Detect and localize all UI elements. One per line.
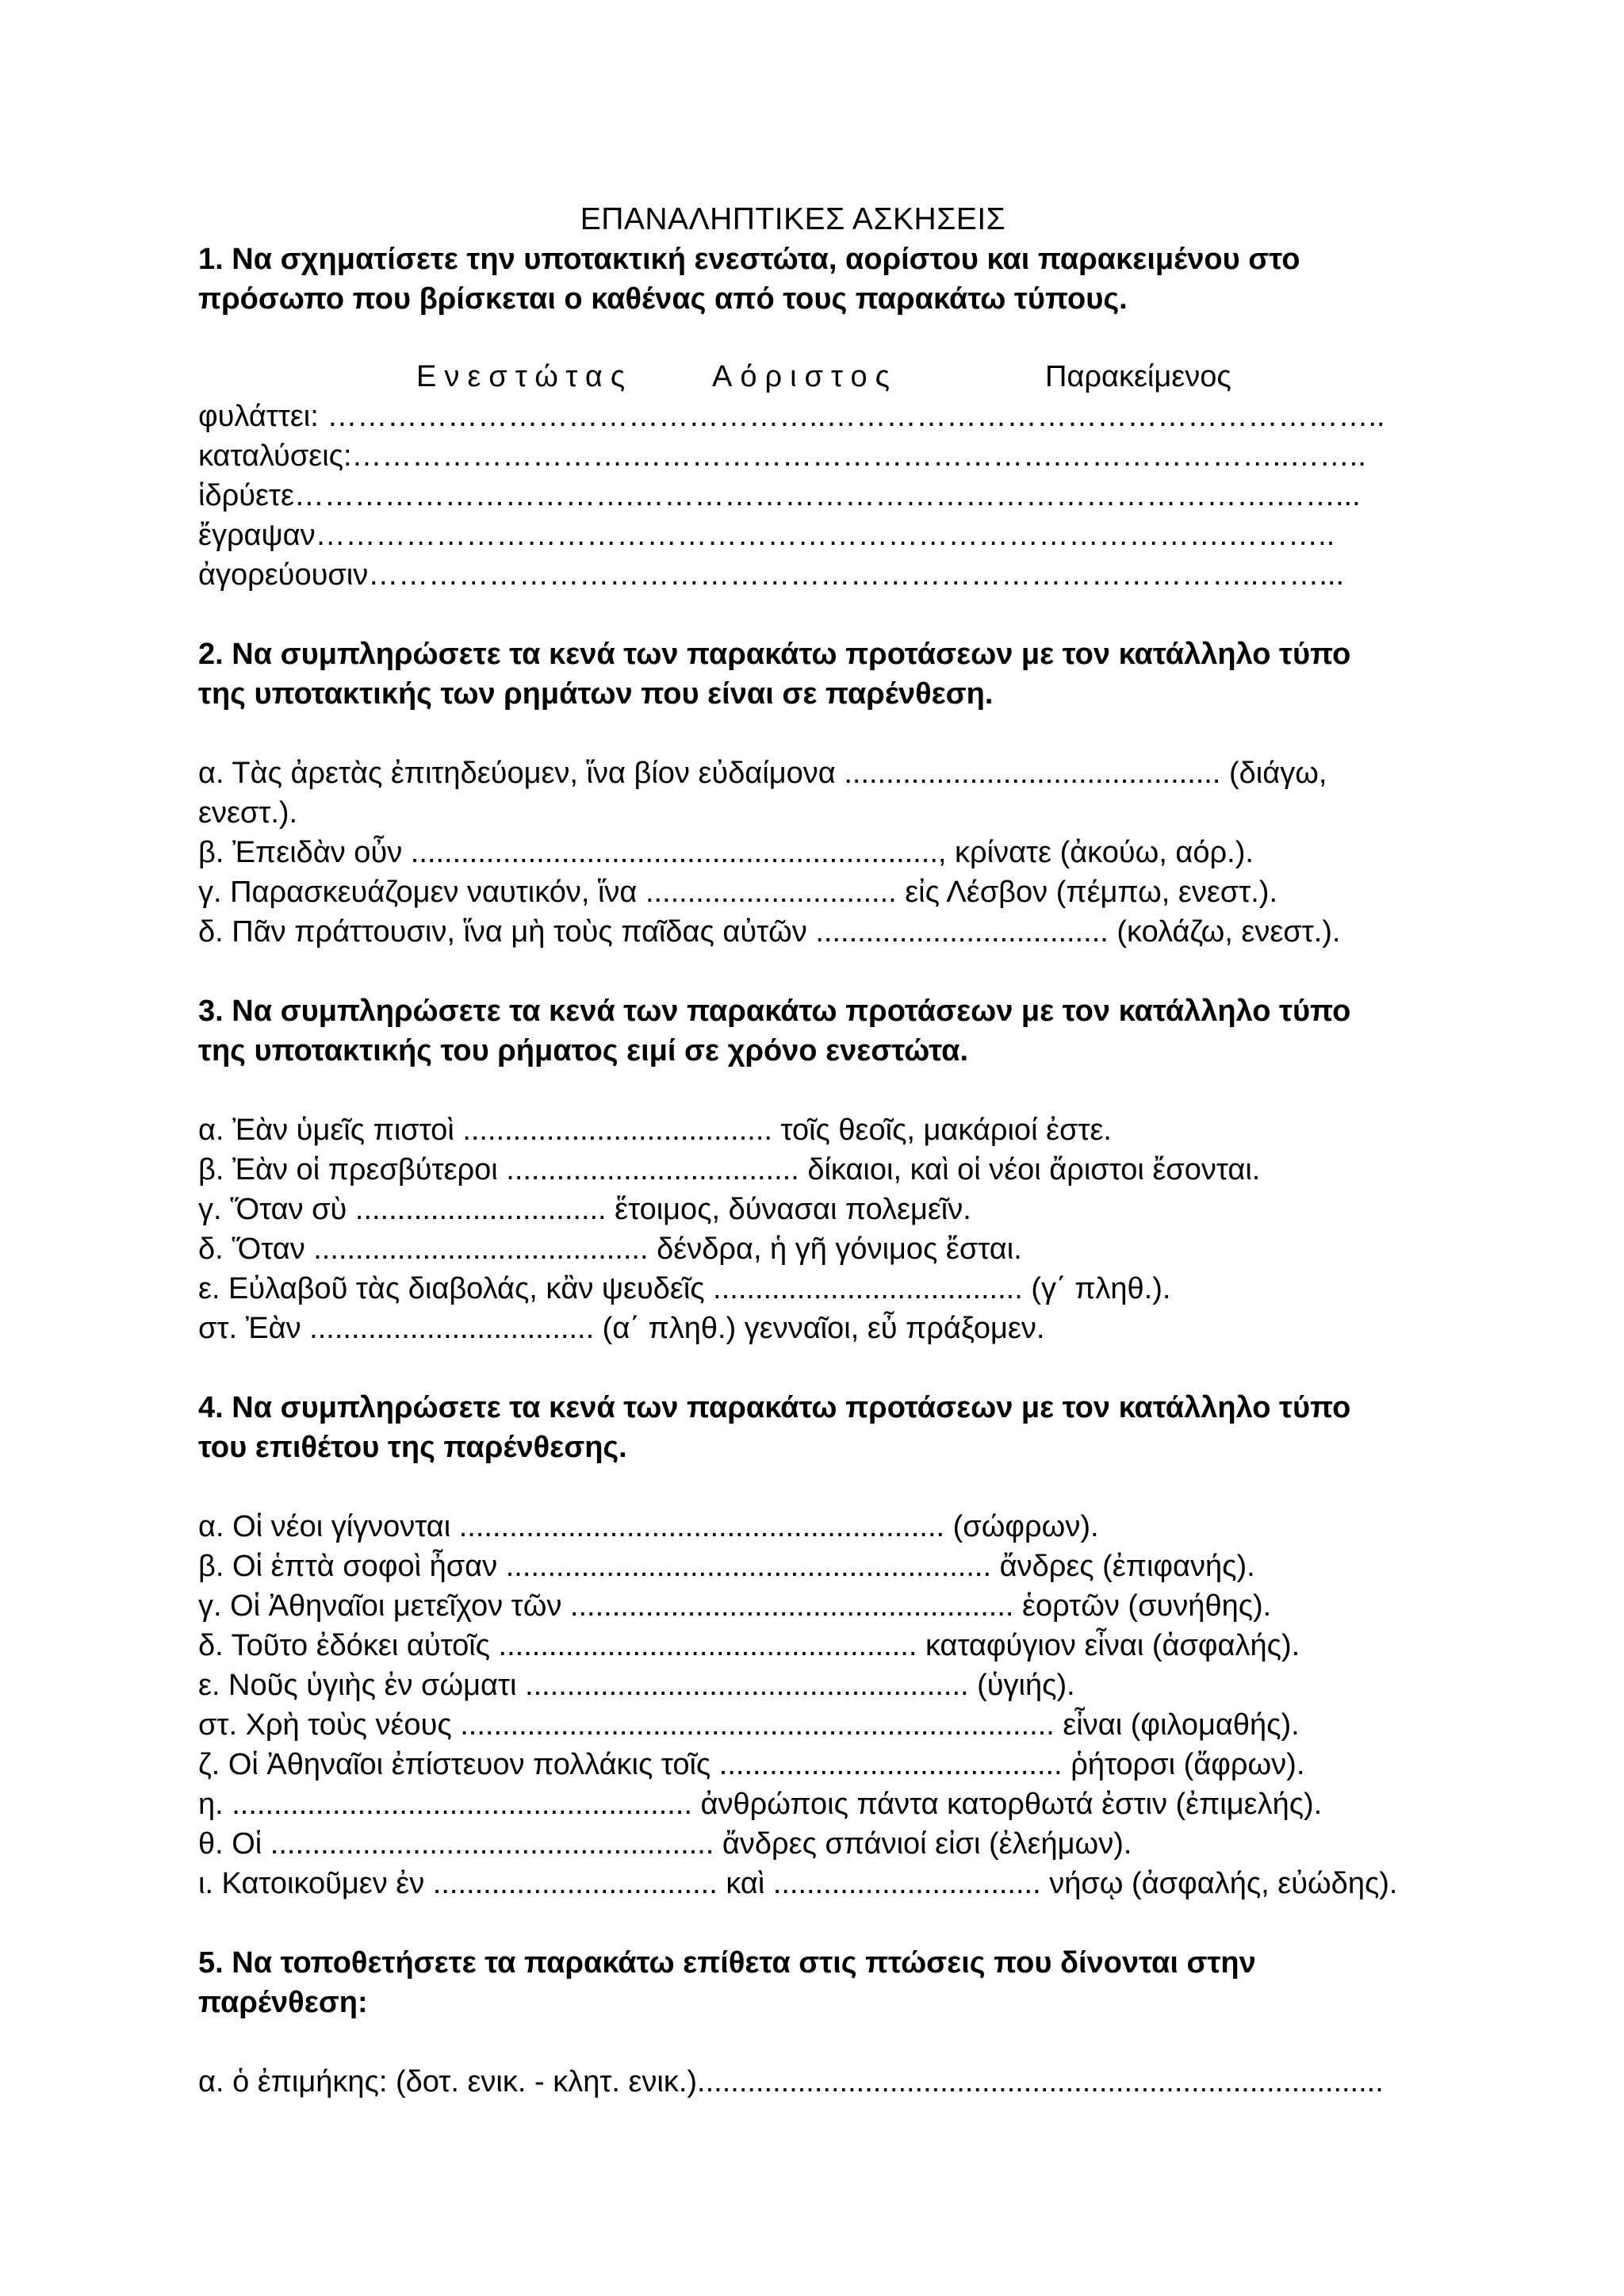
exercise-2-item-a-line-1: α. Τὰς ἀρετὰς ἐπιτηδεύομεν, ἵνα βίον εὐδαίμονα ............................................. (διάγω, — [198, 757, 1327, 790]
exercise-2-instruction-line-2: της υποτακτικής των ρημάτων που είναι σε παρένθεση. — [198, 677, 994, 711]
column-header-perfect: Παρακείμενος — [1045, 360, 1231, 393]
exercise-4-item: γ. Οἱ Ἀθηναῖοι μετεῖχον τῶν ..................................................... ἑορτῶν (συνήθης). — [198, 1589, 1272, 1623]
exercise-2-item-a-line-2: ενεστ.). — [198, 796, 298, 830]
exercise-1-row: ἔγραψαν……………………………………………………………………………….……….. — [198, 519, 1335, 552]
exercise-3-item: γ. Ὅταν σὺ .............................. ἕτοιμος, δύνασαι πολεμεῖν. — [198, 1193, 971, 1226]
exercise-3-item: δ. Ὅταν ........................................ δένδρα, ἡ γῆ γόνιμος ἔσται. — [198, 1232, 1022, 1266]
exercise-1-row: ἀγορεύουσιν……………………………………………………………………………..……... — [198, 558, 1345, 592]
exercise-4-item: δ. Τοῦτο ἐδόκει αὐτοῖς .................................................. καταφύγιον εἶναι (ἀσφαλής). — [198, 1629, 1300, 1662]
exercise-3-item: στ. Ἐὰν .................................. (α΄ πληθ.) γενναῖοι, εὖ πράξομεν. — [198, 1312, 1045, 1345]
exercise-5-instruction-line-2: παρένθεση: — [198, 1986, 368, 2019]
exercise-1-row: ἱδρύετε…………………………….……………………………………………………….……... — [198, 479, 1361, 512]
exercise-2-item-d: δ. Πᾶν πράττουσιν, ἵνα μὴ τοὺς παῖδας αὐτῶν ................................... (κολάζω, ενεστ.). — [198, 915, 1341, 949]
exercise-1-row: φυλάττει: …………………………………………..……………………………………………….. — [198, 400, 1385, 433]
exercise-2-item-b: β. Ἐπειδὰν οὖν ..............................................................., κρίνατε (ἀκούω, αόρ.). — [198, 836, 1254, 869]
exercise-3-item: α. Ἐὰν ὑμεῖς πιστοὶ ..................................... τοῖς θεοῖς, μακάριοί ἐστε. — [198, 1114, 1112, 1147]
exercise-1-row: καταλύσεις:……………………….…………………………………….…………………..…….. — [198, 439, 1366, 473]
exercise-1-instruction-line-2: πρόσωπο που βρίσκεται ο καθένας από τους παρακάτω τύπους. — [198, 282, 1128, 316]
column-header-present: Ενεστώτας — [416, 360, 634, 393]
exercise-4-item: α. Οἱ νέοι γίγνονται .......................................................... (σώφρων). — [198, 1510, 1099, 1543]
exercise-5-instruction-line-1: 5. Να τοποθετήσετε τα παρακάτω επίθετα στις πτώσεις που δίνονται στην — [198, 1946, 1256, 1980]
exercise-4-item: θ. Οἱ ..................................................... ἄνδρες σπάνιοί εἰσι (ἐλεήμων). — [198, 1827, 1132, 1861]
exercise-4-item: ζ. Οἱ Ἀθηναῖοι ἐπίστευον πολλάκις τοῖς ......................................... ῥήτορσι (ἄφρων). — [198, 1748, 1305, 1781]
exercise-4-item: ε. Νοῦς ὑγιὴς ἐν σώματι ..................................................... (ὑγιής). — [198, 1669, 1075, 1702]
exercise-4-item: β. Οἱ ἑπτὰ σοφοὶ ἦσαν .......................................................... ἄνδρες (ἐπιφανής). — [198, 1550, 1255, 1583]
exercise-4-item: η. ....................................................... ἀνθρώποις πάντα κατορθωτά ἐστιν (ἐπιμελής). — [198, 1788, 1323, 1821]
exercise-3-item: ε. Εὐλαβοῦ τὰς διαβολάς, κἂν ψευδεῖς ..................................... (γ΄ πληθ.). — [198, 1272, 1171, 1305]
exercise-2-item-c: γ. Παρασκευάζομεν ναυτικόν, ἵνα .............................. εἰς Λέσβον (πέμπω, ενεστ.). — [198, 876, 1278, 909]
exercise-4-item: ι. Κατοικοῦμεν ἐν .................................. καὶ ................................ νήσῳ (ἀσφαλής, εὐώδης). — [198, 1867, 1398, 1900]
worksheet-page — [198, 190, 1435, 2102]
exercise-4-instruction-line-1: 4. Να συμπληρώσετε τα κενά των παρακάτω προτάσεων με τον κατάλληλο τύπο — [198, 1391, 1351, 1424]
document-title: ΕΠΑΝΑΛΗΠΤΙΚΕΣ ΑΣΚΗΣΕΙΣ — [580, 202, 1006, 236]
exercise-5-item-a: α. ὁ ἐπιμήκης: (δοτ. ενικ. - κλητ. ενικ.).................................................................................. — [198, 2065, 1384, 2099]
exercise-1-column-headers — [198, 357, 1435, 397]
exercise-1-instruction-line-1: 1. Να σχηματίσετε την υποτακτική ενεστώτα, αορίστου και παρακειμένου στο — [198, 243, 1300, 276]
exercise-2-instruction-line-1: 2. Να συμπληρώσετε τα κενά των παρακάτω προτάσεων με τον κατάλληλο τύπο — [198, 638, 1351, 671]
exercise-4-instruction-line-2: του επιθέτου της παρένθεσης. — [198, 1431, 627, 1464]
column-header-aorist: Αόριστος — [712, 360, 898, 393]
exercise-3-item: β. Ἐὰν οἱ πρεσβύτεροι ................................... δίκαιοι, καὶ οἱ νέοι ἄριστοι ἔσονται. — [198, 1153, 1261, 1186]
exercise-3-instruction-line-1: 3. Να συμπληρώσετε τα κενά των παρακάτω προτάσεων με τον κατάλληλο τύπο — [198, 995, 1351, 1028]
exercise-3-instruction-line-2: της υποτακτικής του ρήματος ειμί σε χρόνο ενεστώτα. — [198, 1034, 969, 1068]
exercise-4-item: στ. Χρὴ τοὺς νέους ....................................................................... εἶναι (φιλομαθής). — [198, 1708, 1300, 1742]
